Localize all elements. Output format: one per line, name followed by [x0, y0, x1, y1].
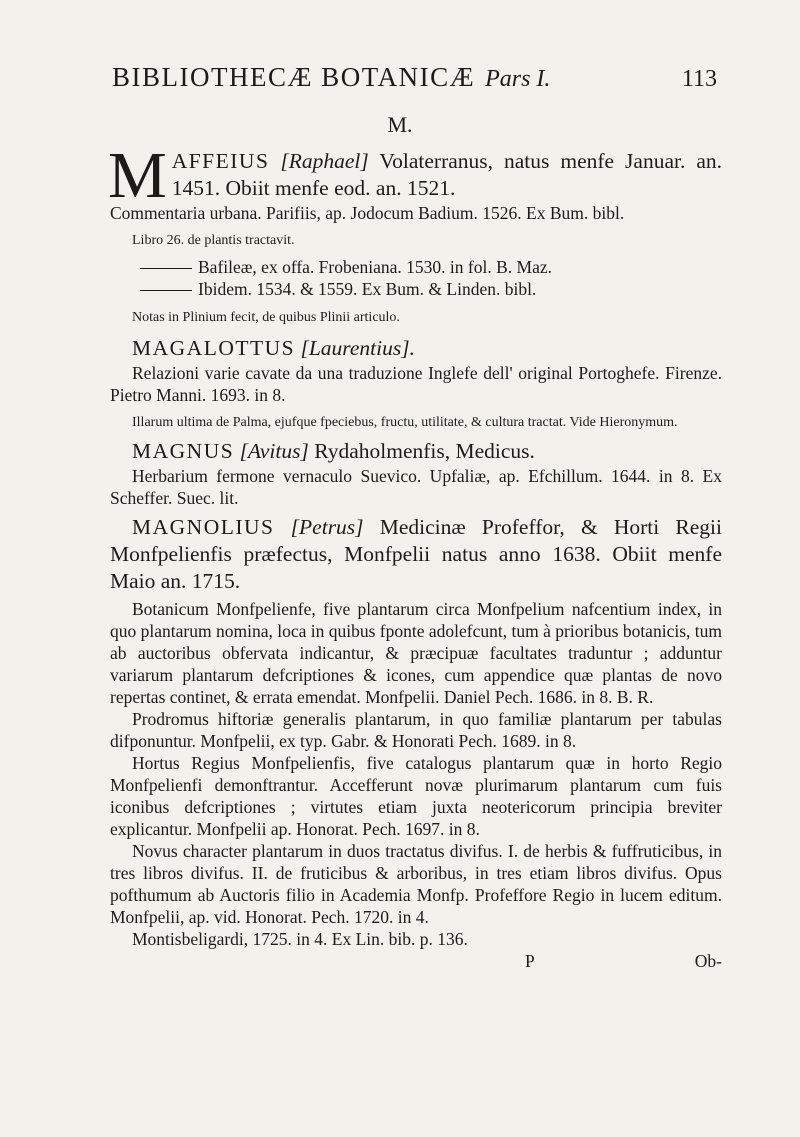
- work-entry: Prodromus hiftoriæ generalis plantarum, in quo familiæ plantarum per tabulas difponuntur. Monfpelii, ex typ. Gabr. & Honorati Pech. 1689. in 8.: [110, 709, 722, 751]
- edition-text: Ibidem. 1534. & 1559. Ex Bum. & Linden. bibl.: [198, 279, 537, 299]
- work-entry: Hortus Regius Monfpelienfis, five catalogus plantarum quæ in horto Regio Monfpelienfi demonftrantur. Accefferunt novæ plurimarum plantarum cum fuis iconibus defcriptiones ; virtutes etiam juxta neotericorum principia breviter explicantur. Monfpelii ap. Honorat. Pech. 1697. in 8.: [110, 753, 722, 839]
- author-name: MAGNOLIUS: [132, 515, 275, 539]
- entry-maffeius: [108, 139, 723, 327]
- author-details: Volaterranus, natus menfe Januar. an. 1451. Obiit menfe eod. an. 1521.: [171, 149, 723, 200]
- work-entry: Botanicum Monfpelienfe, five plantarum circa Monfpelium nafcentium index, in quo plantarum nomina, loca in quibus fponte adolefcunt, tum à prioribus botanicis, tum ab auctoribus obfervata indicantur, & præcipuæ facultates traduntur ; adduntur variarum plantarum defcriptiones & icones, cum appendice quæ plantas de novo repertas continet, & errata emendat. Monfpelii. Daniel Pech. 1686. in 8. B. R.: [110, 599, 722, 707]
- author-forename: [Laurentius].: [300, 336, 415, 360]
- note-entry: Illarum ultima de Palma, ejufque fpeciebus, fructu, utilitate, & cultura tractat. Vide Hieronymum.: [132, 415, 678, 430]
- entry-heading: [108, 139, 723, 212]
- signature-mark: P: [525, 951, 535, 971]
- entry-magnolius: [110, 514, 722, 950]
- work-entry: Herbarium fermone vernaculo Suevico. Upfaliæ, ap. Efchillum. 1644. in 8. Ex Scheffer. Suec. lit.: [110, 466, 722, 508]
- work-entry: Relazioni varie cavate da una traduzione Inglefe dell' original Portoghefe. Firenze. Pietro Manni. 1693. in 8.: [110, 363, 722, 405]
- edition-entry: [110, 278, 722, 300]
- entry-heading: [110, 335, 722, 362]
- section-letter: M.: [387, 112, 413, 137]
- repeat-dash: [140, 290, 192, 291]
- repeat-dash: [140, 268, 192, 269]
- work-entry: Commentaria urbana. Parifiis, ap. Jodocum Badium. 1526. Ex Bum. bibl.: [110, 203, 625, 223]
- page-number: 113: [681, 66, 717, 92]
- author-details: Rydaholmenfis, Medicus.: [308, 439, 535, 463]
- author-forename: [Petrus]: [290, 515, 364, 539]
- work-entry: Montisbeligardi, 1725. in 4. Ex Lin. bib. p. 136.: [132, 929, 468, 949]
- note-entry: Notas in Plinium fecit, de quibus Plinii articulo.: [132, 310, 400, 325]
- entry-magnus: [110, 438, 722, 509]
- running-head: [112, 62, 717, 93]
- work-entry: Novus character plantarum in duos tractatus divifus. I. de herbis & fuffruticibus, in tres libros divifus. II. de fruticibus & arboribus, in tres etiam libros divifus. Opus pofthumum ab Auctoris filio in Academia Monfp. Profeffore Regio in lucem editum. Monfpelii, ap. vid. Honorat. Pech. 1720. in 4.: [110, 841, 722, 927]
- author-details: Medicinæ Profeffor, & Horti Regii Monfpelienfis præfectus, Monfpelii natus anno 1638. Obiit menfe Maio an. 1715.: [110, 515, 722, 593]
- entry-magalottus: [110, 335, 722, 432]
- entry-heading: [110, 438, 722, 465]
- catchline: [110, 950, 722, 972]
- running-title: BIBLIOTHECÆ BOTANICÆ: [112, 62, 476, 92]
- catchword: Ob-: [694, 951, 722, 971]
- author-name: MAGNUS: [132, 439, 235, 463]
- note-entry: Libro 26. de plantis tractavit.: [132, 233, 295, 248]
- page-body: [108, 139, 723, 972]
- edition-text: Bafileæ, ex offa. Frobeniana. 1530. in fol. B. Maz.: [198, 257, 552, 277]
- author-name: AFFEIUS: [171, 149, 270, 173]
- author-name: MAGALOTTUS: [132, 336, 296, 360]
- entry-heading: [110, 514, 722, 595]
- edition-entry: [110, 256, 722, 278]
- pars-label: Pars I.: [485, 66, 551, 92]
- author-forename: [Raphael]: [280, 149, 369, 173]
- author-forename: [Avitus]: [239, 439, 309, 463]
- drop-capital: M: [108, 139, 167, 212]
